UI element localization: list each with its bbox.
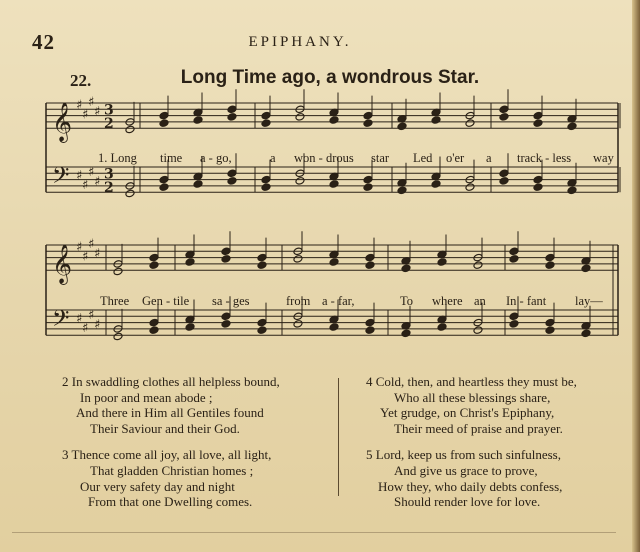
notehead (533, 183, 543, 192)
notehead (257, 326, 267, 335)
notehead (437, 323, 447, 332)
notehead (431, 180, 441, 189)
notehead (545, 318, 555, 327)
notehead (581, 264, 591, 273)
notehead (159, 183, 169, 192)
treble-clef-icon: 𝄞 (52, 102, 73, 143)
verse-line: 5 Lord, keep us from such sinfulness, (366, 447, 561, 463)
notehead (295, 177, 305, 186)
notehead (293, 255, 303, 264)
lyric-syllable: time (160, 151, 183, 165)
notehead (221, 312, 231, 321)
time-signature-top: 3 (104, 102, 114, 119)
notehead (293, 320, 303, 329)
notehead (227, 169, 237, 178)
notehead (185, 323, 195, 332)
notehead (185, 258, 195, 267)
notehead (365, 318, 375, 327)
notehead (329, 258, 339, 267)
lyric-syllable: Three (100, 294, 130, 308)
stanza-number: 2 (62, 374, 69, 389)
verse-line: Our very safety day and night (80, 478, 235, 494)
notehead (329, 116, 339, 125)
notehead (397, 122, 407, 131)
stanza-3 (62, 447, 280, 509)
lyric-syllable: Led (413, 151, 433, 165)
notehead (227, 177, 237, 186)
sharp-icon: ♯ (82, 107, 89, 123)
verse-line: And give us grace to prove, (394, 462, 538, 478)
notehead (159, 111, 169, 120)
lyric-syllable: way (593, 151, 614, 165)
sharp-icon: ♯ (82, 320, 89, 336)
sharp-icon: ♯ (94, 104, 101, 120)
notehead (261, 119, 271, 128)
sharp-icon: ♯ (94, 246, 101, 262)
notehead (227, 105, 237, 114)
notehead (465, 183, 475, 192)
notehead (125, 125, 135, 134)
notehead (221, 320, 231, 329)
notehead (257, 261, 267, 270)
notehead (113, 332, 123, 341)
sharp-icon: ♯ (88, 94, 95, 110)
lyric-syllable: o'er (446, 151, 465, 165)
notehead (125, 189, 135, 198)
notehead (397, 186, 407, 195)
notehead (363, 111, 373, 120)
notehead (221, 255, 231, 264)
notehead (193, 116, 203, 125)
lyric-syllable: a - go, (200, 151, 232, 165)
notehead (295, 113, 305, 122)
lyric-syllable: a (270, 151, 276, 165)
notehead (159, 175, 169, 184)
notehead (509, 320, 519, 329)
time-signature-bottom: 2 (104, 116, 114, 133)
verse-line: Who all these blessings share, (394, 389, 551, 405)
verse-line: 2 In swaddling clothes all helpless bound, (62, 374, 280, 389)
notehead (363, 183, 373, 192)
verses-right-column (366, 374, 577, 521)
notehead (499, 113, 509, 122)
lyric-syllable: sa - ges (212, 294, 250, 308)
sharp-icon: ♯ (76, 98, 83, 113)
notehead (149, 318, 159, 327)
notehead (545, 326, 555, 335)
notehead (329, 180, 339, 189)
bass-clef-icon: 𝄢 (52, 305, 70, 337)
verses-left-column (62, 374, 280, 521)
notehead (401, 329, 411, 338)
lyric-syllable: Gen - tile (142, 294, 190, 308)
verse-line: Their Saviour and their God. (90, 420, 240, 436)
verse-line: And there in Him all Gentiles found (76, 405, 264, 421)
stanza-2 (62, 374, 280, 436)
notehead (437, 258, 447, 267)
notehead (261, 111, 271, 120)
hymn-number: 22. (70, 71, 92, 90)
notehead (221, 247, 231, 256)
verse-line: Their meed of praise and prayer. (394, 420, 563, 436)
notehead (473, 326, 483, 335)
notehead (261, 183, 271, 192)
lyric-syllable: star (371, 151, 390, 165)
stanza-number: 5 (366, 447, 373, 463)
verse-line: Should render love for love. (394, 494, 541, 510)
lyric-syllable: from (286, 294, 311, 308)
lyric-syllable: To (400, 294, 414, 308)
column-divider (338, 378, 339, 496)
verse-line: Yet grudge, on Christ's Epiphany, (380, 405, 555, 421)
lyric-syllable: track - less (517, 151, 572, 165)
sharp-icon: ♯ (82, 177, 89, 193)
notehead (149, 326, 159, 335)
stanza-5 (366, 447, 577, 509)
sharp-icon: ♯ (94, 174, 101, 190)
notehead (431, 116, 441, 125)
lyric-syllable: lay— (575, 294, 603, 308)
notehead (499, 105, 509, 114)
treble-clef-icon: 𝄞 (52, 244, 73, 285)
notehead (113, 267, 123, 276)
notehead (329, 323, 339, 332)
sharp-icon: ♯ (94, 317, 101, 333)
notehead (365, 326, 375, 335)
notehead (363, 175, 373, 184)
notehead (499, 169, 509, 178)
notehead (257, 318, 267, 327)
stanza-number: 4 (366, 374, 373, 389)
lyric-syllable: a (486, 151, 492, 165)
notehead (227, 113, 237, 122)
time-signature-top: 3 (104, 166, 114, 183)
notehead (365, 261, 375, 270)
sharp-icon: ♯ (88, 236, 95, 252)
sharp-icon: ♯ (88, 165, 95, 181)
lyric-syllable: In - fant (506, 294, 547, 308)
notehead (257, 253, 267, 262)
verse-line: In poor and mean abode ; (80, 389, 213, 405)
notehead (509, 247, 519, 256)
bass-clef-icon: 𝄢 (52, 162, 70, 194)
notehead (365, 253, 375, 262)
notehead (533, 119, 543, 128)
notehead (261, 175, 271, 184)
time-signature-bottom: 2 (104, 180, 114, 197)
notehead (149, 253, 159, 262)
lyric-syllable: an (474, 294, 486, 308)
lyric-syllable: won - drous (294, 151, 354, 165)
sharp-icon: ♯ (82, 249, 89, 265)
bottom-rule (12, 532, 616, 533)
notehead (499, 177, 509, 186)
notehead (581, 329, 591, 338)
sharp-icon: ♯ (76, 311, 83, 327)
verse-line: 4 Cold, then, and heartless they must be, (366, 374, 577, 389)
sharp-icon: ♯ (76, 168, 83, 184)
notehead (533, 111, 543, 120)
notehead (159, 119, 169, 128)
notehead (509, 312, 519, 321)
stanza-number: 3 (62, 447, 69, 463)
sharp-icon: ♯ (88, 308, 95, 324)
lyric-syllable: a - far, (322, 294, 355, 308)
notehead (509, 255, 519, 264)
notehead (401, 264, 411, 273)
lyric-syllable: where (432, 294, 463, 308)
notehead (465, 119, 475, 128)
verse-line: 3 Thence come all joy, all love, all light, (62, 447, 272, 463)
notehead (545, 261, 555, 270)
hymn-title: Long Time ago, a wondrous Star. (180, 67, 480, 88)
notehead (567, 122, 577, 131)
verse-line: From that one Dwelling comes. (88, 494, 253, 510)
lyric-syllable: 1. Long (98, 151, 137, 165)
notehead (149, 261, 159, 270)
notehead (567, 186, 577, 195)
notehead (533, 175, 543, 184)
notehead (363, 119, 373, 128)
verse-line: That gladden Christian homes ; (90, 462, 254, 478)
sharp-icon: ♯ (76, 240, 83, 255)
running-title: EPIPHANY. (248, 34, 352, 50)
page-number: 42 (32, 30, 55, 54)
verse-line: How they, who daily debts confess, (378, 478, 563, 494)
notehead (545, 253, 555, 262)
notehead (193, 180, 203, 189)
stanza-4 (366, 374, 577, 436)
notehead (473, 261, 483, 270)
